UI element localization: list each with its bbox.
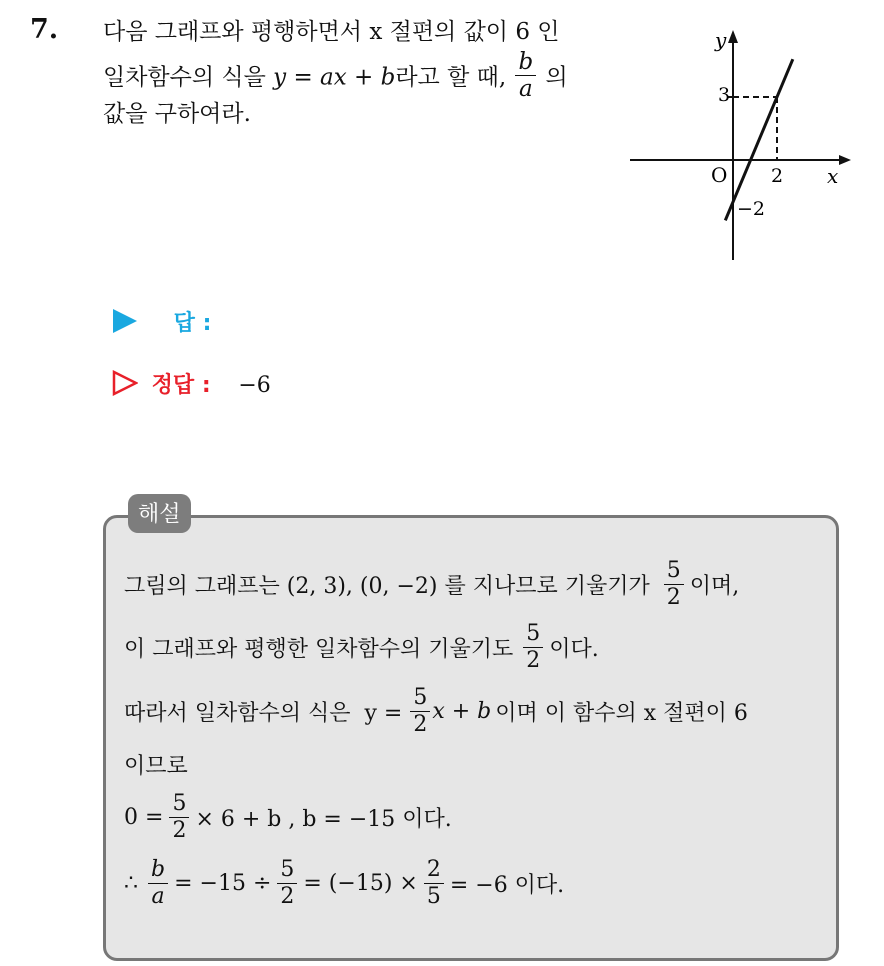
solution-text: 이며, <box>689 573 740 599</box>
fraction <box>277 858 297 907</box>
question-line-3: 값을 구하여라. <box>103 101 251 127</box>
solution-math: = (−15) × <box>303 870 418 896</box>
fraction-numerator: 5 <box>664 559 684 584</box>
answer-row <box>112 306 211 337</box>
question-line-2 <box>103 49 623 103</box>
fraction-denominator: 2 <box>526 647 541 673</box>
question-line-1: 다음 그래프와 평행하면서 x 절편의 값이 6 인 <box>103 19 560 45</box>
fraction-numerator: 2 <box>424 858 444 883</box>
fraction-numerator: 5 <box>277 858 297 883</box>
solution-line-2 <box>124 615 829 679</box>
fraction-numerator: 5 <box>523 622 543 647</box>
x-axis-arrow <box>839 155 851 165</box>
fraction <box>523 622 543 671</box>
fraction <box>169 792 189 841</box>
answer-label: 답 : <box>173 311 212 336</box>
solution-text: 이다. <box>549 636 599 662</box>
origin-label: O <box>711 163 728 187</box>
solution-body <box>124 553 829 917</box>
tick-label-x-2: 2 <box>771 165 784 187</box>
graph-line <box>725 59 793 220</box>
fraction-numerator: b <box>515 50 536 76</box>
x-axis-label: x <box>827 164 839 188</box>
line-graph <box>625 25 855 265</box>
solution-math: x + b <box>432 698 492 724</box>
fraction <box>410 686 430 735</box>
fraction-denominator: 5 <box>426 883 441 909</box>
solution-math: ∴ <box>124 870 138 896</box>
solution-line-4: 이므로 <box>124 753 188 779</box>
fraction <box>148 858 168 907</box>
question-text <box>103 12 623 135</box>
fraction <box>424 858 444 907</box>
outline-play-icon <box>112 370 138 396</box>
fraction-denominator: 2 <box>172 817 187 843</box>
fraction-denominator: 2 <box>413 711 428 737</box>
solution-math: × 6 + b , b = −15 이다. <box>195 806 452 832</box>
solution-text: 그림의 그래프는 (2, 3), (0, −2) 를 지나므로 기울기가 <box>124 573 650 599</box>
solution-math: = −6 이다. <box>449 872 565 898</box>
solution-text: 따라서 일차함수의 식은 y = <box>124 700 403 726</box>
correct-answer-row <box>112 368 271 399</box>
play-icon <box>112 308 138 334</box>
solution-line-1 <box>124 553 829 615</box>
solution-math: = −15 ÷ <box>174 870 272 896</box>
fraction-numerator: 5 <box>169 792 189 817</box>
tick-label-y-3: 3 <box>718 84 731 106</box>
fraction-denominator: a <box>151 883 165 909</box>
correct-answer-label: 정답 : <box>151 373 211 398</box>
solution-line-6 <box>124 849 829 917</box>
solution-text: 이며 이 함수의 x 절편이 6 <box>495 700 748 726</box>
fraction-b-over-a <box>515 50 536 101</box>
question-line-2-text: 일차함수의 식을 <box>103 64 266 91</box>
fraction-numerator: 5 <box>410 686 430 711</box>
solution-tag: 해설 <box>128 494 191 533</box>
solution-text: 이 그래프와 평행한 일차함수의 기울기도 <box>124 636 514 662</box>
question-line-2-end: 의 <box>545 64 568 91</box>
fraction-denominator: a <box>518 76 533 103</box>
question-line-2-mid: 라고 할 때, <box>395 64 507 91</box>
tick-label-y-neg2: −2 <box>737 198 766 220</box>
fraction-numerator: b <box>148 858 168 883</box>
question-equation: y = ax + b <box>273 64 396 91</box>
y-axis-arrow <box>728 30 738 43</box>
question-number: 7. <box>30 14 59 45</box>
correct-answer-value: −6 <box>238 373 271 398</box>
fraction-denominator: 2 <box>280 883 295 909</box>
solution-math: 0 = <box>124 804 164 830</box>
fraction-denominator: 2 <box>666 584 681 610</box>
y-axis-label: y <box>715 28 727 52</box>
solution-line-5 <box>124 785 829 849</box>
fraction <box>664 559 684 608</box>
solution-line-3 <box>124 679 829 743</box>
